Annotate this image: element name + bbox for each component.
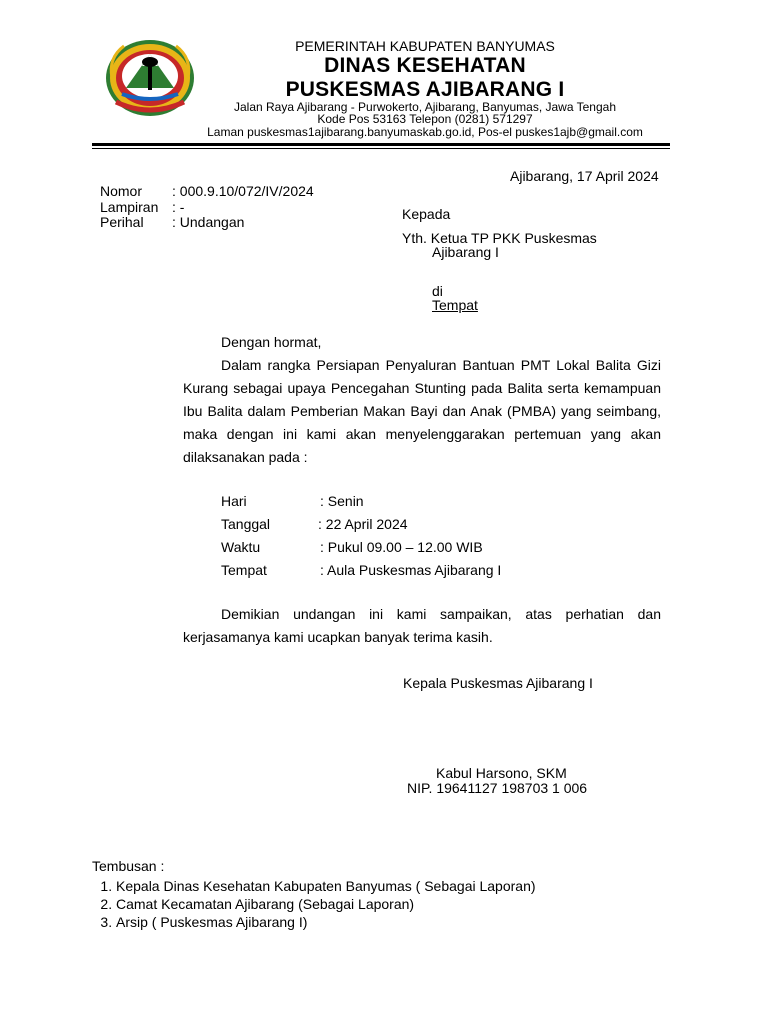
tembusan-heading: Tembusan : xyxy=(92,858,165,874)
letterhead-address: Jalan Raya Ajibarang - Purwokerto, Ajibarang, Banyumas, Jawa Tengah xyxy=(233,100,616,114)
closing-paragraph: Demikian undangan ini kami sampaikan, atas perhatian dan kerjasamanya kami ucapkan banyak terima kasih. xyxy=(183,606,661,645)
meta-label-nomor: Nomor xyxy=(100,183,143,199)
letterhead-institution: PUSKESMAS AJIBARANG I xyxy=(285,78,565,101)
detail-value-tempat: : Aula Puskesmas Ajibarang I xyxy=(320,562,502,578)
detail-label-waktu: Waktu xyxy=(221,539,261,555)
body-paragraph: Dalam rangka Persiapan Penyaluran Bantuan PMT Lokal Balita Gizi Kurang sebagai upaya Pencegahan Stunting pada Balita serta kemampuan Ibu Balita dalam Pemberian Makan Bayi dan Anak (PMBA) yang seimbang, maka dengan ini kami akan menyelenggarakan pertemuan yang akan dilaksanakan pada : xyxy=(183,357,661,465)
signature-title: Kepala Puskesmas Ajibarang I xyxy=(403,675,593,691)
recipient-kepada: Kepada xyxy=(402,206,451,222)
list-item: 3. Arsip ( Puskesmas Ajibarang I) xyxy=(116,913,536,931)
letterhead-divider-thin xyxy=(92,148,670,149)
detail-value-hari: : Senin xyxy=(320,493,364,509)
letterhead-agency: DINAS KESEHATAN xyxy=(324,54,526,77)
meta-label-perihal: Perihal xyxy=(100,214,144,230)
recipient-tempat: Tempat xyxy=(432,297,478,313)
list-item: 1. Kepala Dinas Kesehatan Kabupaten Banyumas ( Sebagai Laporan) xyxy=(116,877,536,895)
signature-name: Kabul Harsono, SKM xyxy=(436,765,567,781)
letterhead-divider-thick xyxy=(92,143,670,146)
recipient-line1: Yth. Ketua TP PKK Puskesmas xyxy=(402,230,597,246)
letterhead-contact: Kode Pos 53163 Telepon (0281) 571297 xyxy=(317,112,533,126)
letterhead-web: Laman puskesmas1ajibarang.banyumaskab.go.id, Pos-el puskes1ajb@gmail.com xyxy=(207,125,643,139)
detail-value-waktu: : Pukul 09.00 – 12.00 WIB xyxy=(320,539,483,555)
detail-label-tempat: Tempat xyxy=(221,562,267,578)
recipient-di: di xyxy=(432,283,443,299)
tembusan-list xyxy=(92,877,536,931)
meta-value-nomor: : 000.9.10/072/IV/2024 xyxy=(172,183,314,199)
meta-label-lampiran: Lampiran xyxy=(100,199,159,215)
detail-label-tanggal: Tanggal xyxy=(221,516,271,532)
salutation: Dengan hormat, xyxy=(221,334,322,350)
list-item: 2. Camat Kecamatan Ajibarang (Sebagai Laporan) xyxy=(116,895,536,913)
letter-date: Ajibarang, 17 April 2024 xyxy=(510,168,659,184)
detail-label-hari: Hari xyxy=(221,493,247,509)
detail-value-tanggal: : 22 April 2024 xyxy=(318,516,408,532)
banyumas-regency-emblem-icon xyxy=(104,38,196,120)
letterhead-government: PEMERINTAH KABUPATEN BANYUMAS xyxy=(295,38,555,54)
signature-nip: NIP. 19641127 198703 1 006 xyxy=(407,780,588,796)
meta-value-lampiran: : - xyxy=(172,199,185,215)
recipient-line2: Ajibarang I xyxy=(432,244,499,260)
meta-value-perihal: : Undangan xyxy=(172,214,245,230)
